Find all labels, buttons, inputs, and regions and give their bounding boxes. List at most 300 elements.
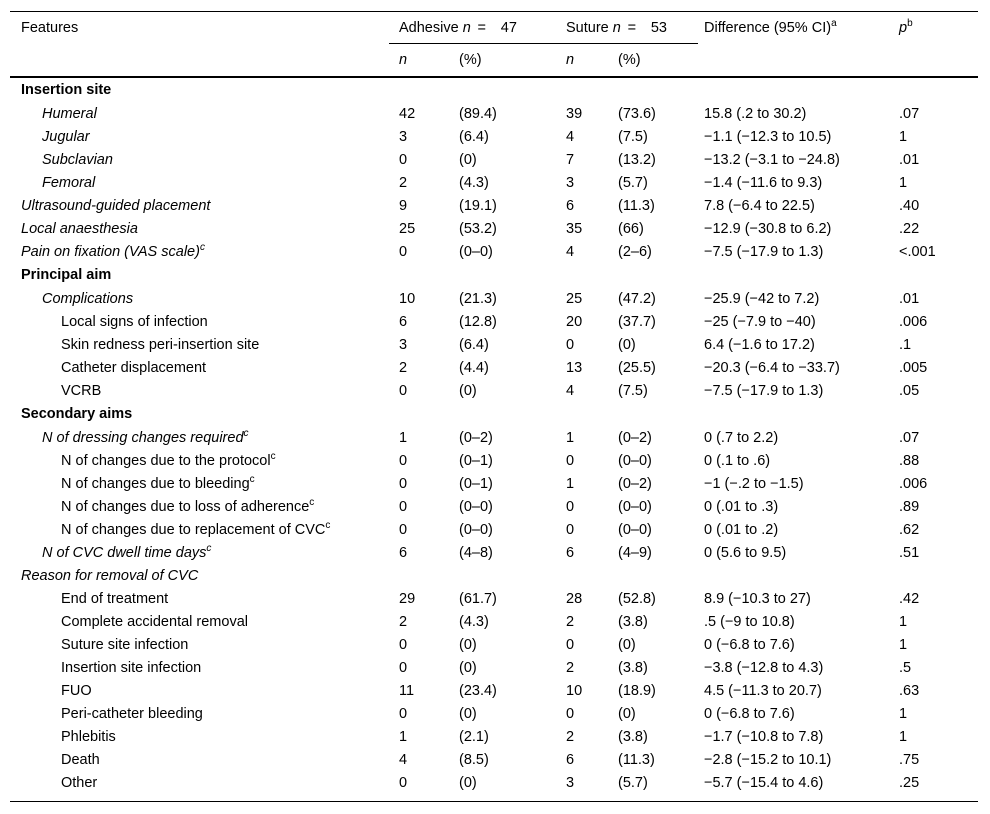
adhesive-n-cell xyxy=(389,402,459,426)
row-label xyxy=(10,194,389,217)
difference-header xyxy=(698,12,892,44)
row-label-text: Local anaesthesia xyxy=(21,220,138,237)
row-label xyxy=(10,102,389,125)
adhesive-pct-cell: (12.8) xyxy=(459,313,497,330)
adhesive-n-cell: 2 xyxy=(399,359,408,376)
suture-n-cell xyxy=(556,77,618,102)
p-value-cell: .63 xyxy=(899,682,920,699)
adhesive-n-cell xyxy=(389,263,459,287)
row-label xyxy=(10,379,389,402)
suture-n-cell: 1 xyxy=(566,429,575,446)
table-row xyxy=(10,287,978,310)
suture-n-cell: 3 xyxy=(566,774,575,791)
adhesive-n-cell: 0 xyxy=(399,475,408,492)
suture-pct-cell: (5.7) xyxy=(618,774,648,791)
adhesive-n-cell: 0 xyxy=(399,382,408,399)
difference-cell: −13.2 (−3.1 to −24.8) xyxy=(704,151,840,168)
suture-n-cell: 0 xyxy=(566,498,575,515)
p-value-cell xyxy=(892,402,978,426)
adhesive-n-cell: 4 xyxy=(399,751,408,768)
suture-n-cell: 2 xyxy=(566,613,575,630)
p-value-cell: .1 xyxy=(899,336,912,353)
adhesive-n-cell: 9 xyxy=(399,197,408,214)
table-row xyxy=(10,725,978,748)
p-value-cell: .88 xyxy=(899,452,920,469)
adhesive-n-cell: 0 xyxy=(399,636,408,653)
difference-cell: 4.5 (−11.3 to 20.7) xyxy=(704,682,822,699)
difference-cell: 8.9 (−10.3 to 27) xyxy=(704,590,811,607)
row-label-text: Principal aim xyxy=(21,267,112,283)
adhesive-n-cell: 0 xyxy=(399,452,408,469)
suture-pct-cell: (7.5) xyxy=(618,382,648,399)
table-row xyxy=(10,449,978,472)
p-header xyxy=(892,12,978,44)
adhesive-equals: = xyxy=(477,19,486,36)
row-label xyxy=(10,217,389,240)
row-label xyxy=(10,449,389,472)
row-label-text: End of treatment xyxy=(61,590,169,607)
table-row xyxy=(10,426,978,449)
suture-pct-cell: (11.3) xyxy=(618,197,655,214)
suture-n-cell: 2 xyxy=(566,659,575,676)
table-row xyxy=(10,240,978,263)
row-label xyxy=(10,426,389,449)
table-header xyxy=(10,12,978,78)
adhesive-pct-cell xyxy=(459,77,556,102)
difference-cell: −25.9 (−42 to 7.2) xyxy=(704,290,820,307)
adhesive-label: Adhesive xyxy=(399,19,459,36)
p-value-cell: .006 xyxy=(899,475,928,492)
adhesive-pct-cell: (4–8) xyxy=(459,544,493,561)
difference-cell: 6.4 (−1.6 to 17.2) xyxy=(704,336,815,353)
adhesive-n-cell xyxy=(389,77,459,102)
row-label-text: Secondary aims xyxy=(21,406,133,422)
suture-pct-cell: (3.8) xyxy=(618,613,648,630)
difference-cell: −7.5 (−17.9 to 1.3) xyxy=(704,382,824,399)
difference-cell: 0 (.7 to 2.2) xyxy=(704,429,779,446)
suture-n-cell: 28 xyxy=(566,590,583,607)
adhesive-n-cell: 0 xyxy=(399,774,408,791)
table-row xyxy=(10,702,978,725)
row-label xyxy=(10,263,389,287)
suture-n-cell: 25 xyxy=(566,290,583,307)
adhesive-group-header xyxy=(389,12,556,44)
difference-cell: −7.5 (−17.9 to 1.3) xyxy=(704,243,824,260)
p-value-cell: .05 xyxy=(899,382,920,399)
suture-n-cell: 4 xyxy=(566,128,575,145)
row-label xyxy=(10,564,389,587)
adhesive-pct-cell: (4.4) xyxy=(459,359,489,376)
table-row xyxy=(10,333,978,356)
adhesive-pct-cell: (53.2) xyxy=(459,220,497,237)
table-row xyxy=(10,402,978,426)
row-label-text: N of changes due to replacement of CVC xyxy=(61,521,326,538)
p-value-cell: .25 xyxy=(899,774,920,791)
table-row xyxy=(10,356,978,379)
adhesive-pct-cell: (0–2) xyxy=(459,429,493,446)
row-label xyxy=(10,679,389,702)
row-label-text: N of changes due to the protocol xyxy=(61,452,271,469)
suture-pct-cell: (52.8) xyxy=(618,590,656,607)
difference-cell xyxy=(698,564,892,587)
adhesive-pct-cell: (0–1) xyxy=(459,452,493,469)
p-value-cell xyxy=(892,564,978,587)
suture-pct-cell: (5.7) xyxy=(618,174,648,191)
adhesive-pct-cell: (0) xyxy=(459,382,477,399)
suture-pct-cell: (4–9) xyxy=(618,544,652,561)
table-row xyxy=(10,472,978,495)
row-label xyxy=(10,633,389,656)
row-label xyxy=(10,125,389,148)
adhesive-n-symbol: n xyxy=(462,19,471,36)
suture-n-cell: 13 xyxy=(566,359,583,376)
suture-n-cell: 0 xyxy=(566,521,575,538)
suture-n-cell xyxy=(556,564,618,587)
row-label xyxy=(10,748,389,771)
p-value-cell: .01 xyxy=(899,151,920,168)
row-label-text: Complications xyxy=(42,290,134,307)
suture-label: Suture xyxy=(566,19,609,36)
suture-pct-cell: (47.2) xyxy=(618,290,656,307)
row-label xyxy=(10,771,389,794)
suture-pct-cell: (3.8) xyxy=(618,728,648,745)
suture-n-cell: 4 xyxy=(566,243,575,260)
table-row xyxy=(10,771,978,794)
suture-n-symbol: n xyxy=(612,19,621,36)
suture-equals: = xyxy=(627,19,637,36)
p-value-cell: .005 xyxy=(899,359,928,376)
results-table-container xyxy=(10,11,978,802)
adhesive-pct-cell: (89.4) xyxy=(459,105,497,122)
adhesive-pct-cell: (0–0) xyxy=(459,498,493,515)
row-label-text: Pain on fixation (VAS scale) xyxy=(21,243,200,260)
table-row xyxy=(10,748,978,771)
suture-n-cell xyxy=(556,402,618,426)
row-label xyxy=(10,171,389,194)
table-row xyxy=(10,171,978,194)
adhesive-pct-cell: (23.4) xyxy=(459,682,497,699)
table-row xyxy=(10,217,978,240)
p-value-cell: .40 xyxy=(899,197,920,214)
suture-n-cell: 10 xyxy=(566,682,583,699)
row-label-text: Death xyxy=(61,751,100,768)
row-label-text: Other xyxy=(61,774,98,791)
adhesive-pct-cell: (6.4) xyxy=(459,336,489,353)
row-label-text: Catheter displacement xyxy=(61,359,207,376)
suture-n-cell: 0 xyxy=(566,336,575,353)
difference-cell: 7.8 (−6.4 to 22.5) xyxy=(704,197,815,214)
adhesive-pct-cell: (0) xyxy=(459,774,477,791)
adhesive-n-cell: 25 xyxy=(399,220,416,237)
p-value-cell: <.001 xyxy=(899,243,936,260)
suture-pct-cell xyxy=(618,402,698,426)
suture-n-cell: 6 xyxy=(566,197,575,214)
p-value-cell: .51 xyxy=(899,544,920,561)
adhesive-n-cell: 6 xyxy=(399,544,408,561)
adhesive-n-cell: 10 xyxy=(399,290,416,307)
suture-n-cell: 0 xyxy=(566,705,575,722)
suture-pct-cell xyxy=(618,564,698,587)
row-label xyxy=(10,472,389,495)
row-label-text: Femoral xyxy=(42,174,96,191)
difference-cell: 0 (−6.8 to 7.6) xyxy=(704,636,795,653)
adhesive-pct-cell: (19.1) xyxy=(459,197,497,214)
row-label-text: N of CVC dwell time days xyxy=(42,544,207,561)
row-label-text: Insertion site xyxy=(21,82,112,98)
adhesive-pct-cell: (0) xyxy=(459,151,477,168)
row-label xyxy=(10,587,389,610)
suture-pct-cell: (0–2) xyxy=(618,429,652,446)
p-value-cell xyxy=(892,77,978,102)
table-row xyxy=(10,125,978,148)
adhesive-pct-cell: (0–0) xyxy=(459,243,493,260)
features-header: Features xyxy=(21,19,79,36)
suture-n-cell: 3 xyxy=(566,174,575,191)
table-row xyxy=(10,310,978,333)
p-value-cell: 1 xyxy=(899,705,908,722)
suture-pct-cell: (0–0) xyxy=(618,452,652,469)
row-label-text: Complete accidental removal xyxy=(61,613,248,630)
difference-header-text: Difference (95% CI) xyxy=(704,19,832,36)
row-label xyxy=(10,518,389,541)
adhesive-pct-cell: (4.3) xyxy=(459,174,489,191)
p-value-cell: 1 xyxy=(899,128,908,145)
p-value-cell: .22 xyxy=(899,220,920,237)
row-label xyxy=(10,356,389,379)
row-label xyxy=(10,77,389,102)
row-label-text: Suture site infection xyxy=(61,636,189,653)
adhesive-n-cell: 42 xyxy=(399,105,416,122)
row-label-text: VCRB xyxy=(61,382,102,399)
suture-group-header xyxy=(556,12,698,44)
adhesive-pct-cell: (0–1) xyxy=(459,475,493,492)
row-label-text: Ultrasound-guided placement xyxy=(21,197,211,214)
difference-cell: −1.4 (−11.6 to 9.3) xyxy=(704,174,823,191)
adhesive-pct-cell xyxy=(459,263,556,287)
suture-pct-cell: (13.2) xyxy=(618,151,656,168)
row-label xyxy=(10,402,389,426)
p-value-cell: .42 xyxy=(899,590,920,607)
p-header-text: p xyxy=(899,19,908,36)
row-label-text: Local signs of infection xyxy=(61,313,208,330)
adhesive-n-cell: 2 xyxy=(399,613,408,630)
adhesive-n-cell: 2 xyxy=(399,174,408,191)
adhesive-n-subheader: n xyxy=(399,52,408,68)
suture-pct-cell xyxy=(618,263,698,287)
table-row xyxy=(10,541,978,564)
p-value-cell xyxy=(892,263,978,287)
table-row xyxy=(10,495,978,518)
suture-pct-subheader: (%) xyxy=(618,52,641,68)
adhesive-pct-cell: (0) xyxy=(459,705,477,722)
p-header-sup: b xyxy=(907,17,913,29)
p-value-cell: 1 xyxy=(899,613,908,630)
p-value-cell: .006 xyxy=(899,313,928,330)
adhesive-n-value: 47 xyxy=(500,19,517,36)
difference-cell: −3.8 (−12.8 to 4.3) xyxy=(704,659,824,676)
difference-cell xyxy=(698,77,892,102)
table-row xyxy=(10,263,978,287)
suture-n-value: 53 xyxy=(650,19,667,36)
difference-cell xyxy=(698,402,892,426)
adhesive-n-cell: 3 xyxy=(399,336,408,353)
difference-cell: 0 (.01 to .3) xyxy=(704,498,779,515)
suture-n-cell: 0 xyxy=(566,636,575,653)
adhesive-n-cell: 29 xyxy=(399,590,416,607)
difference-cell: −12.9 (−30.8 to 6.2) xyxy=(704,220,832,237)
adhesive-n-cell: 0 xyxy=(399,151,408,168)
suture-pct-cell: (73.6) xyxy=(618,105,656,122)
p-value-cell: .89 xyxy=(899,498,920,515)
row-label-text: N of changes due to bleeding xyxy=(61,475,250,492)
adhesive-n-cell: 0 xyxy=(399,659,408,676)
row-label xyxy=(10,240,389,263)
adhesive-n-cell: 1 xyxy=(399,429,408,446)
row-label-text: Peri-catheter bleeding xyxy=(61,705,203,722)
adhesive-pct-cell: (6.4) xyxy=(459,128,489,145)
row-label-text: Reason for removal of CVC xyxy=(21,567,199,584)
row-label xyxy=(10,148,389,171)
suture-pct-cell: (2–6) xyxy=(618,243,652,260)
suture-pct-cell: (37.7) xyxy=(618,313,656,330)
p-value-cell: .07 xyxy=(899,429,920,446)
table-row xyxy=(10,77,978,102)
suture-pct-cell: (0–0) xyxy=(618,498,652,515)
adhesive-n-cell: 0 xyxy=(399,705,408,722)
footnote-marker: c xyxy=(309,496,315,508)
p-value-cell: .62 xyxy=(899,521,920,538)
suture-pct-cell: (7.5) xyxy=(618,128,648,145)
adhesive-pct-cell: (61.7) xyxy=(459,590,497,607)
row-label xyxy=(10,287,389,310)
adhesive-n-cell xyxy=(389,564,459,587)
footnote-marker: c xyxy=(270,450,276,462)
difference-cell: .5 (−9 to 10.8) xyxy=(704,613,795,630)
adhesive-pct-cell: (0) xyxy=(459,636,477,653)
adhesive-n-cell: 0 xyxy=(399,498,408,515)
adhesive-n-cell: 0 xyxy=(399,243,408,260)
row-label-text: Phlebitis xyxy=(61,728,116,745)
row-label-text: Insertion site infection xyxy=(61,659,202,676)
difference-cell: −20.3 (−6.4 to −33.7) xyxy=(704,359,840,376)
results-table xyxy=(10,11,978,802)
row-label-text: Humeral xyxy=(42,105,97,122)
suture-n-cell: 35 xyxy=(566,220,583,237)
difference-cell: −1.1 (−12.3 to 10.5) xyxy=(704,128,832,145)
difference-cell: 15.8 (.2 to 30.2) xyxy=(704,105,807,122)
suture-n-cell: 6 xyxy=(566,751,575,768)
p-value-cell: .07 xyxy=(899,105,920,122)
suture-n-cell: 20 xyxy=(566,313,583,330)
row-label-text: FUO xyxy=(61,682,92,699)
adhesive-pct-cell: (21.3) xyxy=(459,290,497,307)
table-row xyxy=(10,679,978,702)
suture-n-cell: 39 xyxy=(566,105,583,122)
difference-cell: −1 (−.2 to −1.5) xyxy=(704,475,804,492)
suture-pct-cell xyxy=(618,77,698,102)
adhesive-pct-cell xyxy=(459,402,556,426)
table-row xyxy=(10,148,978,171)
table-row xyxy=(10,518,978,541)
table-row xyxy=(10,610,978,633)
row-label xyxy=(10,495,389,518)
suture-n-cell: 0 xyxy=(566,452,575,469)
footnote-marker: c xyxy=(243,427,249,439)
row-label xyxy=(10,656,389,679)
footnote-marker: c xyxy=(249,473,255,485)
difference-cell: −5.7 (−15.4 to 4.6) xyxy=(704,774,824,791)
table-row xyxy=(10,102,978,125)
p-value-cell: 1 xyxy=(899,728,908,745)
table-row xyxy=(10,194,978,217)
suture-n-cell: 2 xyxy=(566,728,575,745)
footnote-marker: c xyxy=(199,241,205,253)
p-value-cell: .01 xyxy=(899,290,920,307)
suture-n-cell: 6 xyxy=(566,544,575,561)
suture-pct-cell: (0–0) xyxy=(618,521,652,538)
p-value-cell: .5 xyxy=(899,659,912,676)
suture-pct-cell: (0) xyxy=(618,336,636,353)
row-label xyxy=(10,610,389,633)
suture-pct-cell: (11.3) xyxy=(618,751,655,768)
adhesive-pct-subheader: (%) xyxy=(459,52,482,68)
table-row xyxy=(10,379,978,402)
suture-pct-cell: (0–2) xyxy=(618,475,652,492)
footnote-marker: c xyxy=(206,542,212,554)
adhesive-n-cell: 0 xyxy=(399,521,408,538)
row-label-text: Jugular xyxy=(42,128,90,145)
table-row xyxy=(10,633,978,656)
difference-header-sup: a xyxy=(831,17,837,29)
adhesive-pct-cell: (2.1) xyxy=(459,728,489,745)
adhesive-n-cell: 11 xyxy=(399,682,415,699)
adhesive-n-cell: 6 xyxy=(399,313,408,330)
suture-pct-cell: (0) xyxy=(618,705,636,722)
row-label xyxy=(10,702,389,725)
suture-n-cell: 7 xyxy=(566,151,575,168)
p-value-cell: 1 xyxy=(899,174,908,191)
row-label-text: N of dressing changes required xyxy=(42,429,244,446)
p-value-cell: 1 xyxy=(899,636,908,653)
table-row xyxy=(10,656,978,679)
adhesive-pct-cell: (8.5) xyxy=(459,751,489,768)
row-label xyxy=(10,310,389,333)
table-body xyxy=(10,77,978,794)
suture-n-cell xyxy=(556,263,618,287)
suture-pct-cell: (18.9) xyxy=(618,682,656,699)
table-row xyxy=(10,564,978,587)
footnote-marker: c xyxy=(325,519,331,531)
row-label-text: Skin redness peri-insertion site xyxy=(61,336,260,353)
difference-cell: 0 (.1 to .6) xyxy=(704,452,771,469)
difference-cell: 0 (.01 to .2) xyxy=(704,521,779,538)
adhesive-pct-cell: (4.3) xyxy=(459,613,489,630)
suture-n-cell: 1 xyxy=(566,475,575,492)
suture-pct-cell: (3.8) xyxy=(618,659,648,676)
suture-n-subheader: n xyxy=(566,52,575,68)
row-label-text: N of changes due to loss of adherence xyxy=(61,498,310,515)
suture-pct-cell: (66) xyxy=(618,220,644,237)
adhesive-pct-cell: (0–0) xyxy=(459,521,493,538)
difference-cell: −25 (−7.9 to −40) xyxy=(704,313,816,330)
suture-pct-cell: (0) xyxy=(618,636,636,653)
difference-cell xyxy=(698,263,892,287)
difference-cell: 0 (−6.8 to 7.6) xyxy=(704,705,795,722)
adhesive-n-cell: 1 xyxy=(399,728,408,745)
adhesive-pct-cell: (0) xyxy=(459,659,477,676)
row-label xyxy=(10,725,389,748)
row-label-text: Subclavian xyxy=(42,151,113,168)
